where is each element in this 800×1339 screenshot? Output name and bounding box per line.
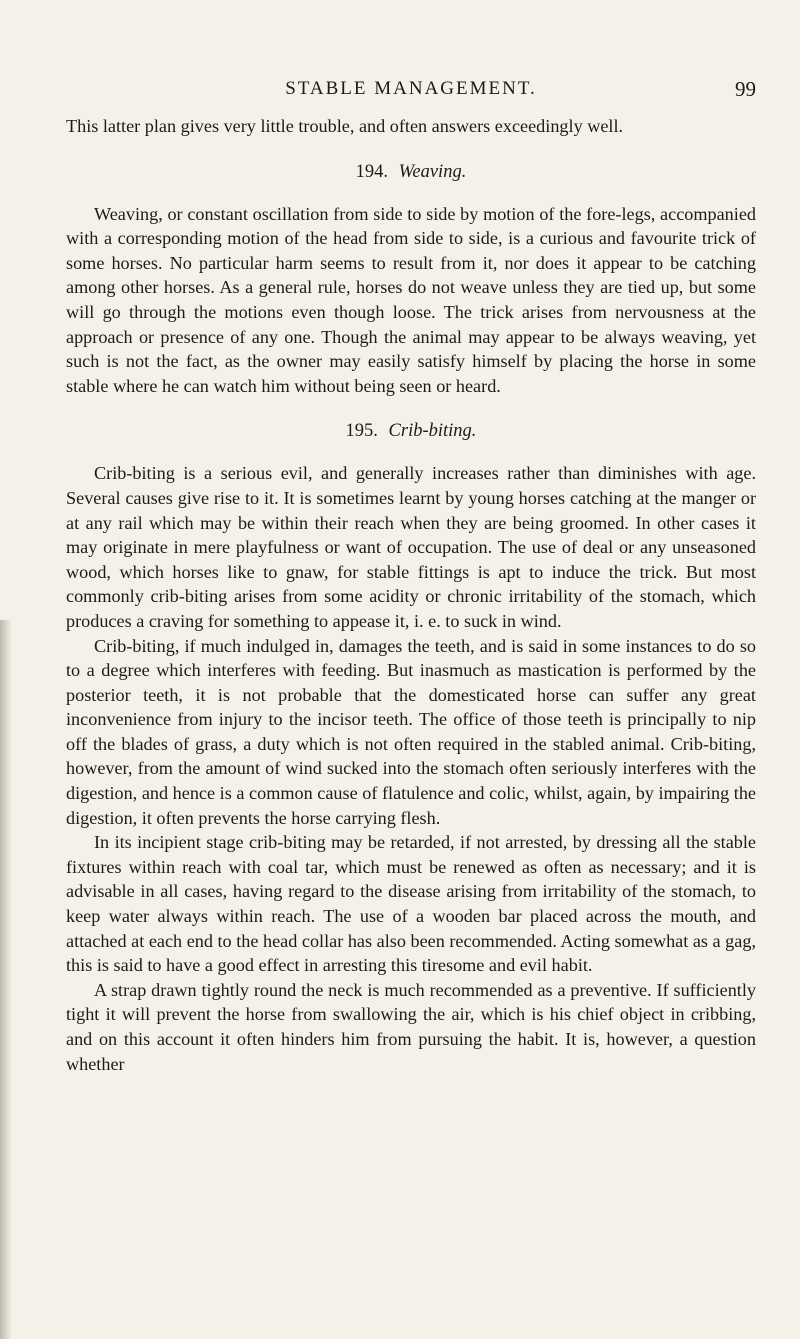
section-title: Crib-biting. [388, 421, 477, 442]
paragraph: Crib-biting, if much indulged in, damages the teeth, and is said in some instances to do so to a degree which interferes with feeding. But inasmuch as mastication is performed by the posterior teeth, it is not probable that the domesticated horse can suffer any great inconvenience from injury to the incisor teeth. The office of those teeth is principally to nip off the blades of grass, a duty which is not often required in the stabled animal. Crib-biting, however, from the amount of wind sucked into the stomach often seriously interferes with the digestion, and hence is a common cause of flatulence and colic, whilst, again, by impairing the digestion, it often prevents the horse carrying flesh. [66, 635, 756, 828]
section-heading-weaving [66, 160, 756, 184]
intro-paragraph: This latter plan gives very little trouble, and often answers exceedingly well. [66, 116, 624, 136]
paragraph: A strap drawn tightly round the neck is much recommended as a preventive. If sufficiently tight it will prevent the horse from swallowing the air, which is his chief object in cribbing, and on this account it often hinders him from pursuing the habit. It is, however, a question whether [66, 979, 756, 1074]
running-head [66, 74, 756, 104]
page-number: 99 [735, 77, 756, 101]
binding-edge-shadow [0, 620, 12, 1339]
paragraph: Weaving, or constant oscillation from side to side by motion of the fore-legs, accompanied with a corresponding motion of the head from side to side, is a curious and favourite trick of some horses. No particular harm seems to result from it, nor does it appear to be catching among other horses. As a general rule, horses do not weave unless they are tied up, but some will go through the motions even though loose. The trick arises from nervousness at the approach or presence of any one. Though the animal may appear to be always weaving, yet such is not the fact, as the owner may easily satisfy himself by placing the horse in some stable where he can watch him without being seen or heard. [66, 203, 756, 396]
paragraph: In its incipient stage crib-biting may be retarded, if not arrested, by dressing all the stable fixtures within reach with coal tar, which must be renewed as often as necessary; and it is advisable in all cases, having regard to the disease arising from irritability of the stomach, to keep water always within reach. The use of a wooden bar placed across the mouth, and attached at each end to the head collar has also been recommended. Acting somewhat as a gag, this is said to have a good effect in arresting this tiresome and evil habit. [66, 832, 756, 976]
section-heading-crib-biting [66, 419, 756, 443]
paragraph: Crib-biting is a serious evil, and generally increases rather than diminishes with age. Several causes give rise to it. It is sometimes learnt by young horses catching at the manger or at any rail which may be within their reach when they are being groomed. In other cases it may originate in mere playfulness or want of occupation. The use of deal or any unseasoned wood, which horses like to gnaw, for stable fittings is apt to induce the trick. But most commonly crib-biting arises from some acidity or chronic irritability of the stomach, which produces a craving for something to appease it, i. e. to suck in wind. [66, 463, 756, 631]
running-title: STABLE MANAGEMENT. [285, 78, 537, 99]
section-title: Weaving. [398, 161, 467, 182]
section-number: 195. [345, 421, 378, 442]
section-number: 194. [355, 161, 389, 182]
body-text [66, 114, 756, 1076]
